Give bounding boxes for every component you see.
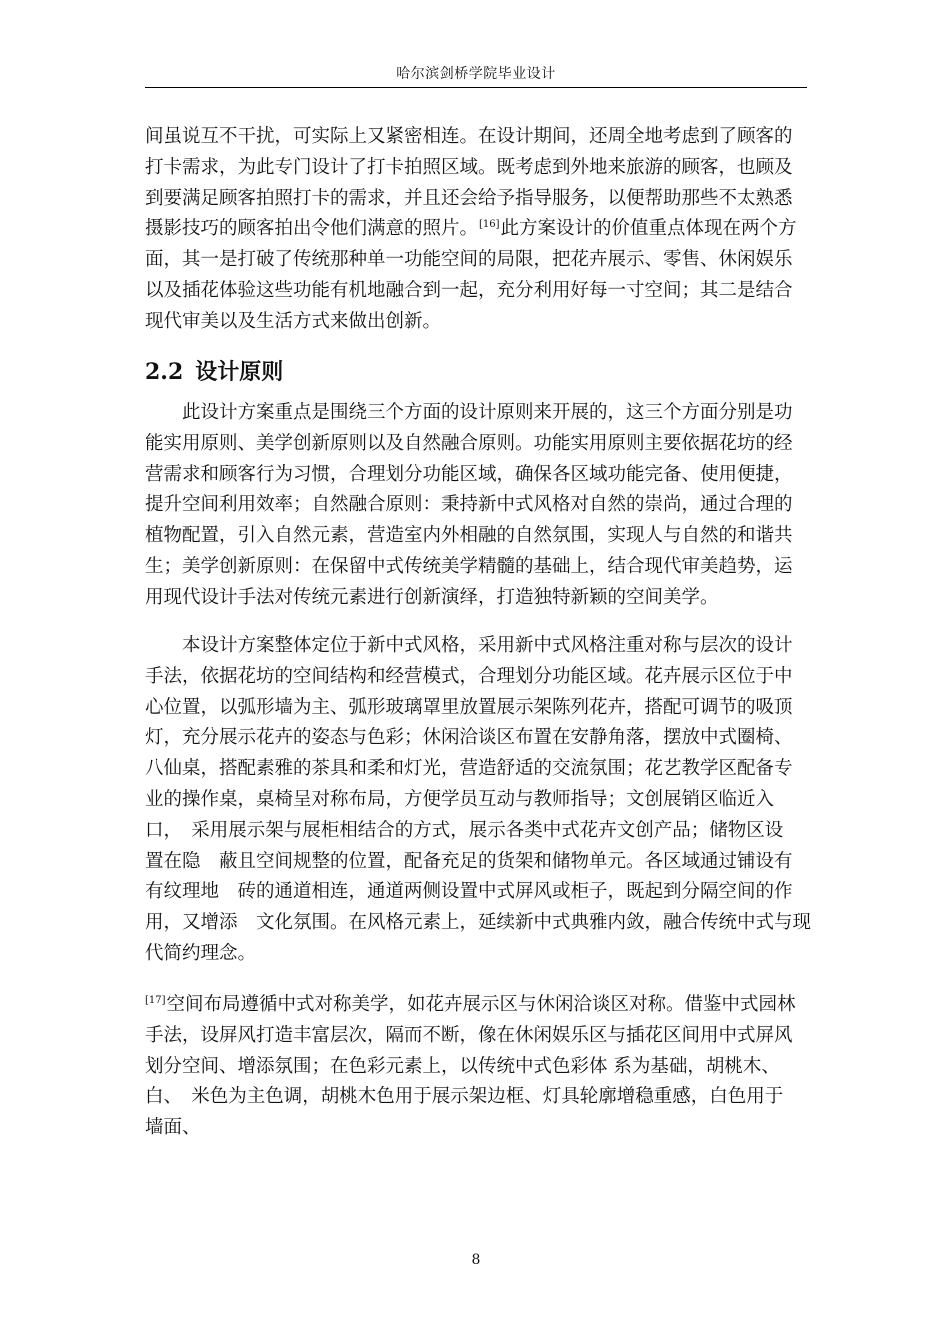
text-line: 此设计方案重点是围绕三个方面的设计原则来开展的，这三个方面分别是功	[145, 402, 793, 423]
text-line: 营需求和顾客行为习惯，合理划分功能区域，确保各区域功能完备、使用便捷，	[145, 463, 793, 485]
text-line: 能实用原则、美学创新原则以及自然融合原则。功能实用原则主要依据花坊的经	[145, 432, 793, 454]
text-line: 灯，充分展示花卉的姿态与色彩；休闲洽谈区布置在安静角落，摆放中式圈椅、	[145, 727, 793, 749]
header-rule	[145, 87, 807, 88]
citation-17: [17]	[145, 995, 166, 1006]
text-segment: 摄影技巧的顾客拍出令他们满意的照片。	[145, 218, 479, 240]
text-line: 以及插花体验这些功能有机地融合到一起，充分利用好每一寸空间；其二是结合	[145, 279, 793, 301]
text-line: 用现代设计手法对传统元素进行创新演绎，打造独特新颖的空间美学。	[145, 586, 719, 608]
text-line-with-citation	[145, 990, 807, 1021]
text-line: 生；美学创新原则：在保留中式传统美学精髓的基础上，结合现代审美趋势，运	[145, 555, 793, 577]
text-line: 手法，依据花坊的空间结构和经营模式，合理划分功能区域。花卉展示区位于中	[145, 665, 793, 687]
page-number: 8	[471, 1252, 481, 1268]
text-line: 到要满足顾客拍照打卡的需求，并且还会给予指导服务，以便帮助那些不太熟悉	[145, 187, 793, 209]
text-line-with-citation	[145, 214, 807, 245]
paragraph-2	[145, 398, 807, 614]
section-heading	[145, 356, 283, 388]
running-header: 哈尔滨剑桥学院毕业设计	[396, 66, 556, 82]
text-line: 划分空间、增添氛围；在色彩元素上，以传统中式色彩体 系为基础，胡桃木、	[145, 1055, 780, 1077]
text-segment: 此方案设计的价值重点体现在两个方	[500, 218, 797, 240]
text-line: 业的操作桌，桌椅呈对称布局，方便学员互动与教师指导；文创展销区临近入	[145, 788, 775, 810]
text-line: 有纹理地 砖的通道相连，通道两侧设置中式屏风或柜子，既起到分隔空间的作	[145, 881, 793, 903]
text-line: 白、 米色为主色调，胡桃木色用于展示架边框、灯具轮廓增稳重感，白色用于	[145, 1086, 784, 1108]
text-line: 本设计方案整体定位于新中式风格，采用新中式风格注重对称与层次的设计	[145, 635, 793, 656]
text-line: 提升空间利用效率；自然融合原则：秉持新中式风格对自然的崇尚，通过合理的	[145, 494, 793, 516]
text-line: 手法，设屏风打造丰富层次，隔而不断，像在休闲娱乐区与插花区间用中式屏风	[145, 1024, 793, 1046]
text-segment: 空间布局遵循中式对称美学，如花卉展示区与休闲洽谈区对称。借鉴中式园林	[166, 994, 796, 1015]
paragraph-4	[145, 990, 807, 1144]
text-line: 植物配置，引入自然元素，营造室内外相融的自然氛围，实现人与自然的和谐共	[145, 525, 793, 547]
text-line: 现代审美以及生活方式来做出创新。	[145, 310, 442, 332]
text-line: 代简约理念。	[145, 942, 257, 964]
text-line: 心位置，以弧形墙为主、弧形玻璃罩里放置展示架陈列花卉，搭配可调节的吸顶	[145, 696, 793, 718]
text-line: 间虽说互不干扰，可实际上又紧密相连。在设计期间，还周全地考虑到了顾客的	[145, 126, 793, 147]
text-line: 打卡需求，为此专门设计了打卡拍照区域。既考虑到外地来旅游的顾客，也顾及	[145, 156, 793, 178]
text-line: 墙面、	[145, 1117, 201, 1139]
paragraph-3	[145, 631, 812, 970]
text-line: 口， 采用展示架与展柜相结合的方式，展示各类中式花卉文创产品；储物区设	[145, 819, 784, 841]
text-line: 八仙桌，搭配素雅的茶具和柔和灯光，营造舒适的交流氛围；花艺教学区配备专	[145, 758, 793, 780]
section-title: 设计原则	[195, 359, 284, 385]
section-number: 2.2	[145, 359, 184, 385]
paragraph-1	[145, 122, 807, 338]
text-line: 用，又增添 文化氛围。在风格元素上，延续新中式典雅内敛，融合传统中式与现	[145, 912, 812, 934]
citation-16: [16]	[479, 219, 500, 231]
text-line: 置在隐 蔽且空间规整的位置，配备充足的货架和储物单元。各区域通过铺设有	[145, 850, 793, 872]
text-line: 面，其一是打破了传统那种单一功能空间的局限，把花卉展示、零售、休闲娱乐	[145, 249, 793, 271]
